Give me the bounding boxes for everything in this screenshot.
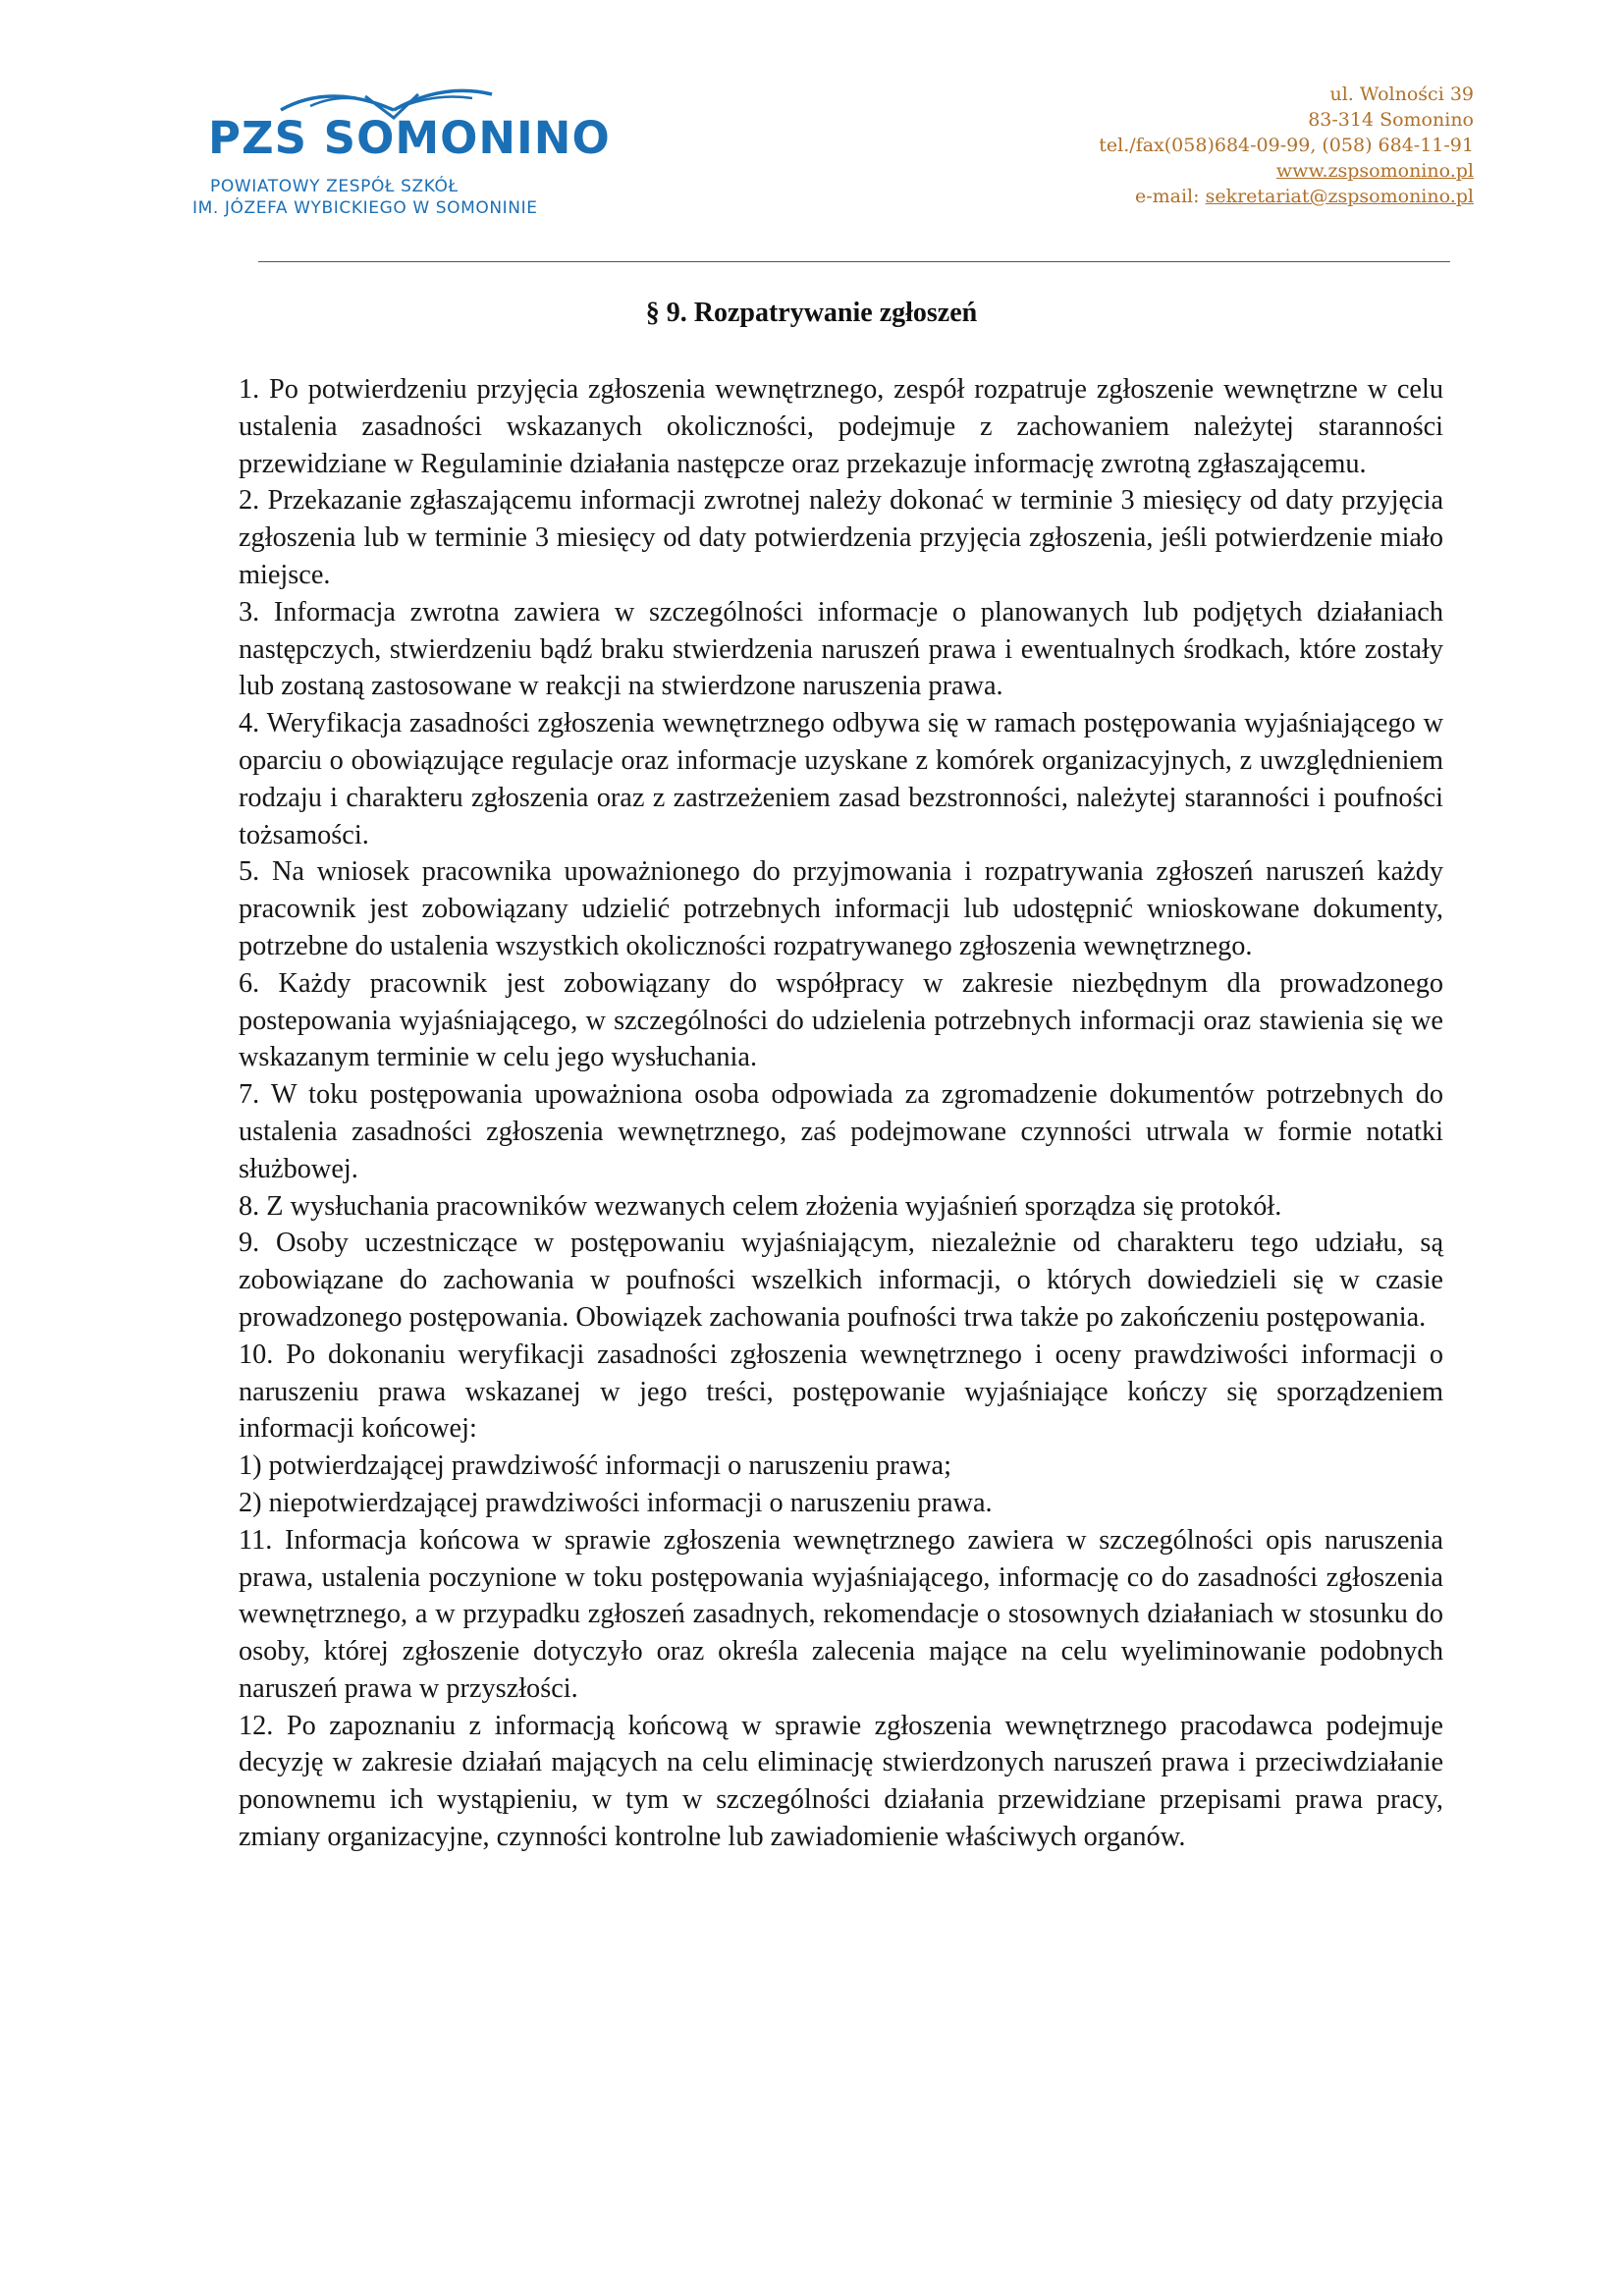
- section-heading: § 9. Rozpatrywanie zgłoszeń: [645, 298, 978, 328]
- paragraph-4: 4. Weryfikacja zasadności zgłoszenia wewnętrznego odbywa się w ramach postępowania wyjaśniającego w oparciu o obowiązujące regulacje oraz informacje uzyskane z komórek organizacyjnych, z uwzględnieniem rodzaju i charakteru zgłoszenia oraz z zastrzeżeniem zasad bezstronności, należytej staranności i poufności tożsamości.: [239, 708, 1443, 850]
- address-street: ul. Wolności 39: [1329, 83, 1474, 105]
- paragraph-6: 6. Każdy pracownik jest zobowiązany do współpracy w zakresie niezbędnym dla prowadzonego postepowania wyjaśniającego, w szczególności do udzielenia potrzebnych informacji oraz stawienia się we wskazanym terminie w celu jego wysłuchania.: [239, 967, 1443, 1073]
- header-divider: [258, 261, 1450, 262]
- logo-subtitle-line2: IM. JÓZEFA WYBICKIEGO W SOMONINIE: [192, 198, 538, 218]
- paragraph-12: 12. Po zapoznaniu z informacją końcową w sprawie zgłoszenia wewnętrznego pracodawca podejmuje decyzję w zakresie działań mających na celu eliminację stwierdzonych naruszeń prawa i przeciwdziałanie ponownemu ich wystąpieniu, w tym w szczególności działania przewidziane przepisami prawa pracy, zmiany organizacyjne, czynności kontrolne lub zawiadomienie właściwych organów.: [239, 1710, 1443, 1853]
- paragraph-2: 2. Przekazanie zgłaszającemu informacji zwrotnej należy dokonać w terminie 3 miesięcy od daty przyjęcia zgłoszenia lub w terminie 3 miesięcy od daty potwierdzenia przyjęcia zgłoszenia, jeśli potwierdzenie miało miejsce.: [239, 485, 1443, 590]
- website-link[interactable]: www.zspsomonino.pl: [1275, 160, 1474, 182]
- phone-fax: tel./fax(058)684-09-99, (058) 684-11-91: [1099, 135, 1474, 156]
- paragraph-9: 9. Osoby uczestniczące w postępowaniu wyjaśniającym, niezależnie od charakteru tego udziału, są zobowiązane do zachowania w poufności wszelkich informacji, o których dowiedzieli się w czasie prowadzonego postępowania. Obowiązek zachowania poufności trwa także po zakończeniu postępowania.: [239, 1228, 1443, 1333]
- email-label: e-mail:: [1134, 186, 1206, 207]
- paragraph-7: 7. W toku postępowania upoważniona osoba odpowiada za zgromadzenie dokumentów potrzebnych do ustalenia zasadności zgłoszenia wewnętrznego, zaś podejmowane czynności utrwala w formie notatki służbowej.: [239, 1079, 1443, 1184]
- paragraph-1: 1. Po potwierdzeniu przyjęcia zgłoszenia wewnętrznego, zespół rozpatruje zgłoszenie wewnętrzne w celu ustalenia zasadności wskazanych okoliczności, podejmuje z zachowaniem należytej staranności przewidziane w Regulaminie działania następcze oraz przekazuje informację zwrotną zgłaszającemu.: [239, 374, 1443, 479]
- paragraph-3: 3. Informacja zwrotna zawiera w szczególności informacje o planowanych lub podjętych działaniach następczych, stwierdzeniu bądź braku stwierdzenia naruszeń prawa i ewentualnych środkach, które zostały lub zostaną zastosowane w reakcji na stwierdzone naruszenia prawa.: [239, 596, 1443, 702]
- paragraph-10: 10. Po dokonaniu weryfikacji zasadności zgłoszenia wewnętrznego i oceny prawdziwości informacji o naruszeniu prawa wskazanej w jego treści, postępowanie wyjaśniające kończy się sporządzeniem informacji końcowej:: [239, 1339, 1443, 1445]
- logo-name: PZS SOMONINO: [208, 112, 611, 164]
- document-body: [239, 371, 1443, 1856]
- email-link[interactable]: sekretariat@zspsomonino.pl: [1205, 186, 1474, 207]
- logo-subtitle-line1: POWIATOWY ZESPÓŁ SZKÓŁ: [210, 177, 459, 196]
- paragraph-8: 8. Z wysłuchania pracowników wezwanych celem złożenia wyjaśnień sporządza się protokół.: [239, 1190, 1282, 1222]
- school-logo: [192, 77, 611, 224]
- paragraph-11: 11. Informacja końcowa w sprawie zgłoszenia wewnętrznego zawiera w szczególności opis naruszenia prawa, ustalenia poczynione w toku postępowania wyjaśniającego, informację co do zasadności zgłoszenia wewnętrznego, a w przypadku zgłoszeń zasadnych, rekomendacje o stosownych działaniach w stosunku do osoby, której zgłoszenie dotyczyło oraz określa zalecenia mające na celu wyeliminowanie podobnych naruszeń prawa w przyszłości.: [239, 1524, 1443, 1704]
- list-item-2: 2) niepotwierdzającej prawdziwości informacji o naruszeniu prawa.: [239, 1487, 993, 1518]
- address-city: 83-314 Somonino: [1308, 109, 1474, 131]
- paragraph-5: 5. Na wniosek pracownika upoważnionego do przyjmowania i rozpatrywania zgłoszeń naruszeń każdy pracownik jest zobowiązany udzielić potrzebnych informacji lub udostępnić wnioskowane dokumenty, potrzebne do ustalenia wszystkich okoliczności rozpatrywanego zgłoszenia wewnętrznego.: [239, 856, 1443, 961]
- list-item-1: 1) potwierdzającej prawdziwość informacji o naruszeniu prawa;: [239, 1450, 951, 1482]
- contact-block: [1099, 82, 1474, 209]
